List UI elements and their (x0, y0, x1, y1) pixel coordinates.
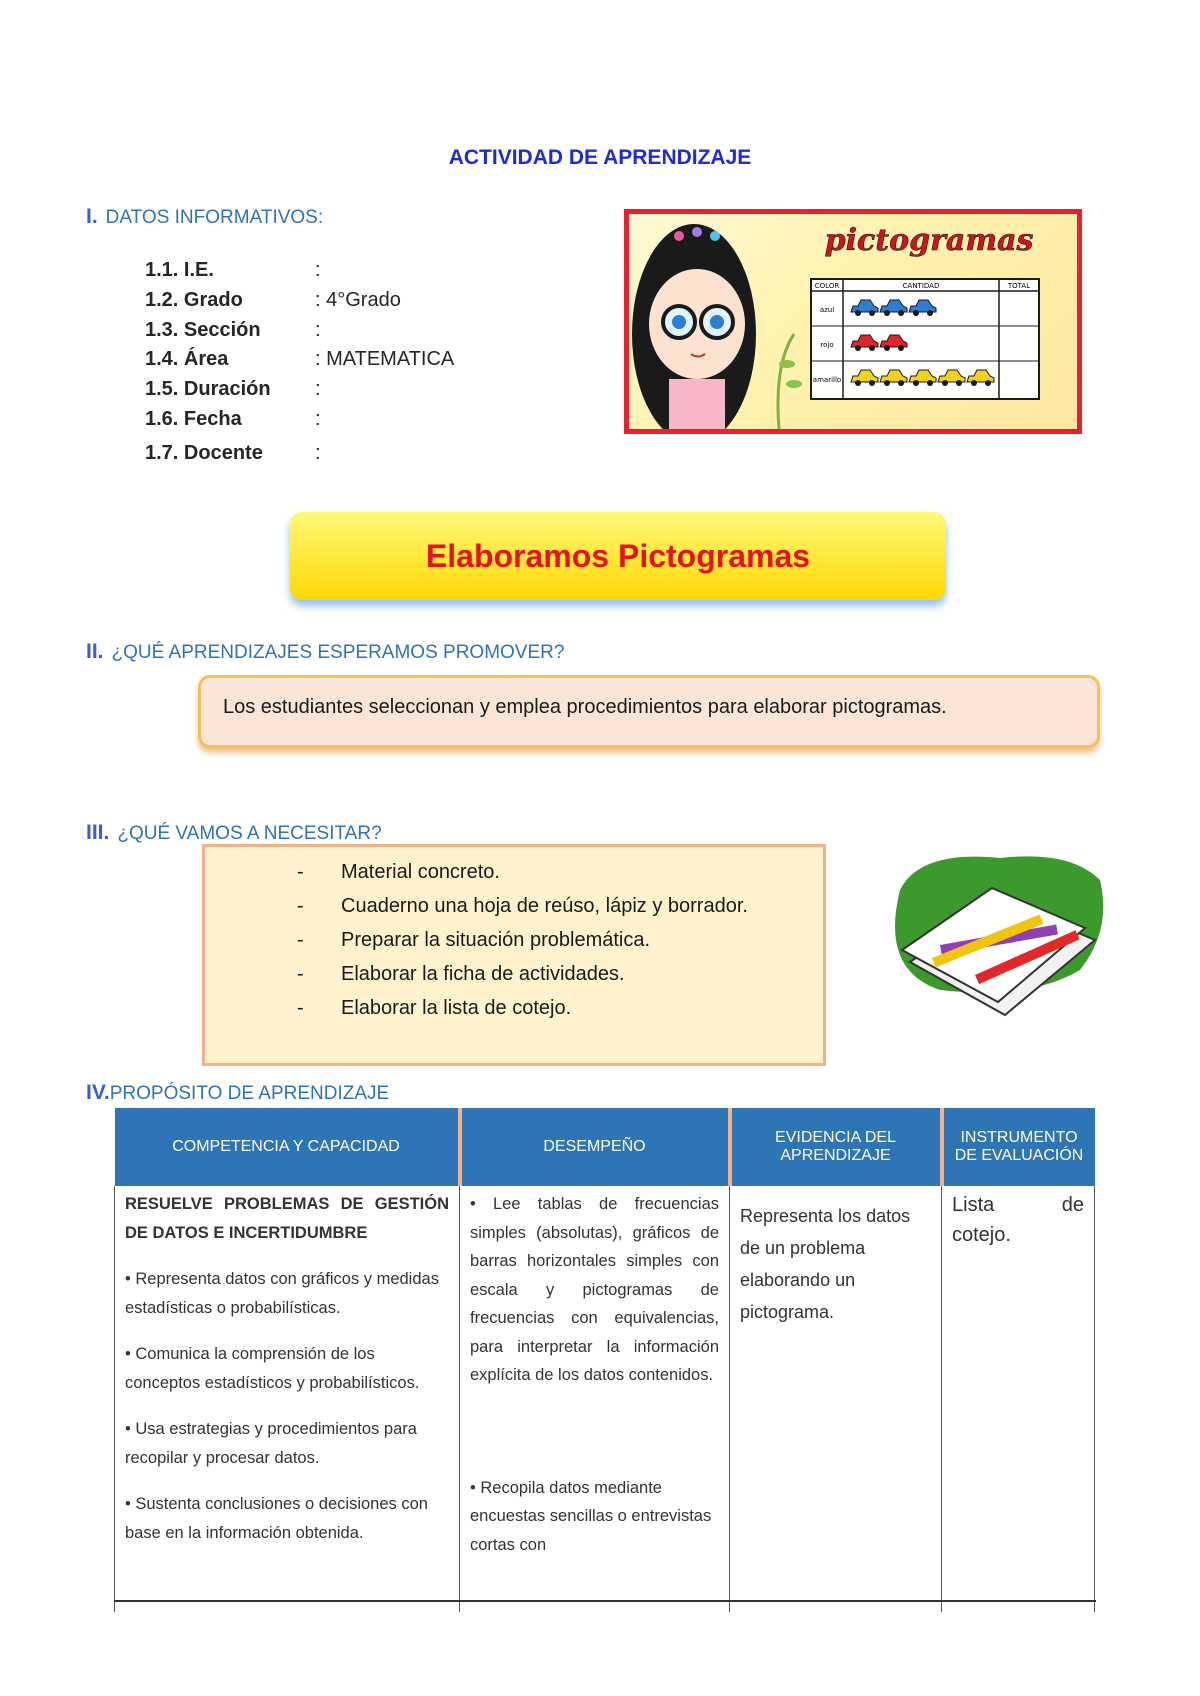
competencia-title: RESUELVE PROBLEMAS DE GESTIÓN DE DATOS E INCERTIDUMBRE (125, 1195, 449, 1242)
instrumento-cell (942, 1186, 1095, 1612)
info-value: : (315, 259, 321, 281)
capacidad-item: • Representa datos con gráficos y medidas estadísticas o probabilísticas. (125, 1270, 439, 1317)
section-4-number: IV. (86, 1081, 110, 1104)
materials-item (297, 957, 823, 991)
dash-bullet-icon: - (297, 996, 304, 1019)
info-label: 1.7. Docente (145, 442, 263, 464)
materials-box (202, 844, 826, 1066)
info-value: : (315, 378, 321, 400)
info-row-ie (145, 259, 321, 282)
dash-bullet-icon: - (297, 894, 304, 917)
instrumento-line-2: cotejo. (952, 1224, 1011, 1246)
info-label: 1.1. I.E. (145, 259, 214, 281)
capacidad-item: • Sustenta conclusiones o decisiones con base en la información obtenida. (125, 1495, 428, 1542)
col-header-evidencia: EVIDENCIA DEL APRENDIZAJE (730, 1108, 942, 1186)
instrumento-word: de (1061, 1194, 1084, 1216)
materials-item-text: Elaborar la ficha de actividades. (341, 962, 625, 985)
desempeno-item: • Lee tablas de frecuencias simples (absolutas), gráficos de barras horizontales simples con escala y pictogramas de frecuencias con equivalencias, para interpretar la información explícita de los datos contenidos. (470, 1195, 719, 1384)
mini-col-color: COLOR (814, 282, 840, 290)
materials-item-text: Preparar la situación problemática. (341, 928, 651, 951)
materials-item (297, 991, 823, 1025)
mini-row-label: rojo (820, 341, 834, 349)
col-header-competencia: COMPETENCIA Y CAPACIDAD (115, 1108, 460, 1186)
info-row-fecha (145, 408, 321, 431)
info-label: 1.4. Área (145, 348, 229, 370)
info-row-duracion (145, 378, 321, 401)
materials-item (297, 855, 823, 889)
section-1-number: I. (86, 205, 98, 228)
instrumento-word: Lista (952, 1194, 995, 1216)
section-1-title: DATOS INFORMATIVOS: (105, 207, 324, 228)
info-row-grado (145, 289, 401, 312)
instrumento-line-1 (952, 1190, 1084, 1220)
info-label: 1.5. Duración (145, 378, 271, 400)
col-header-instrumento: INSTRUMENTO DE EVALUACIÓN (942, 1108, 1095, 1186)
info-label: 1.6. Fecha (145, 408, 242, 430)
section-2-heading (86, 640, 564, 664)
document-title: ACTIVIDAD DE APRENDIZAJE (448, 146, 752, 169)
purpose-table (114, 1108, 1095, 1612)
pictogram-illustration (624, 209, 1082, 434)
lesson-title-banner (290, 512, 946, 600)
capacidad-item: • Comunica la comprensión de los conceptos estadísticos y probabilísticos. (125, 1345, 420, 1392)
mini-col-total: TOTAL (1007, 282, 1031, 290)
section-2-title: ¿QUÉ APRENDIZAJES ESPERAMOS PROMOVER? (111, 642, 565, 663)
desempeno-cell (460, 1186, 730, 1612)
girl-cartoon-icon (632, 224, 756, 429)
learning-goal-text: Los estudiantes seleccionan y emplea procedimientos para elaborar pictogramas. (223, 696, 947, 718)
pictogram-artwork (629, 214, 1077, 429)
mini-col-cantidad: CANTIDAD (902, 282, 940, 290)
pictogram-heading: pictogramas (824, 223, 1034, 258)
capacidad-item: • Usa estrategias y procedimientos para recopilar y procesar datos. (125, 1420, 417, 1467)
section-4-title: PROPÓSITO DE APRENDIZAJE (109, 1083, 390, 1104)
competencia-cell (115, 1186, 460, 1612)
info-value: : MATEMATICA (315, 348, 455, 370)
info-value: : (315, 442, 321, 464)
evidencia-cell (730, 1186, 942, 1612)
materials-item-text: Material concreto. (341, 860, 500, 883)
mini-row-label: azul (819, 306, 835, 314)
info-label: 1.3. Sección (145, 319, 261, 341)
desempeno-item: • Recopila datos mediante encuestas sencillas o entrevistas cortas con (470, 1478, 712, 1554)
dash-bullet-icon: - (297, 928, 304, 951)
dash-bullet-icon: - (297, 962, 304, 985)
section-2-number: II. (86, 640, 104, 663)
evidencia-text: Representa los datos de un problema elaborando un pictograma. (740, 1206, 911, 1322)
section-3-heading (86, 821, 382, 845)
col-header-desempeno: DESEMPEÑO (460, 1108, 730, 1186)
materials-item (297, 923, 823, 957)
lesson-title: Elaboramos Pictogramas (425, 537, 811, 574)
section-3-number: III. (86, 821, 110, 844)
materials-item (297, 889, 823, 923)
section-4-heading (86, 1081, 389, 1105)
materials-item-text: Cuaderno una hoja de reúso, lápiz y borrador. (341, 894, 748, 917)
info-row-seccion (145, 319, 321, 342)
info-row-docente (145, 442, 321, 465)
info-row-area (145, 348, 454, 371)
info-value: : (315, 319, 321, 341)
section-1-heading (86, 205, 323, 229)
info-value: : (315, 408, 321, 430)
section-3-title: ¿QUÉ VAMOS A NECESITAR? (117, 823, 382, 844)
mini-row-label: amarillo (812, 376, 842, 384)
pencils-paper-icon (880, 850, 1112, 1035)
dash-bullet-icon: - (297, 860, 304, 883)
table-bottom-border (114, 1600, 1096, 1602)
info-value: : 4°Grado (315, 289, 401, 311)
materials-item-text: Elaborar la lista de cotejo. (341, 996, 572, 1019)
learning-goal-box (198, 675, 1100, 748)
info-label: 1.2. Grado (145, 289, 243, 311)
